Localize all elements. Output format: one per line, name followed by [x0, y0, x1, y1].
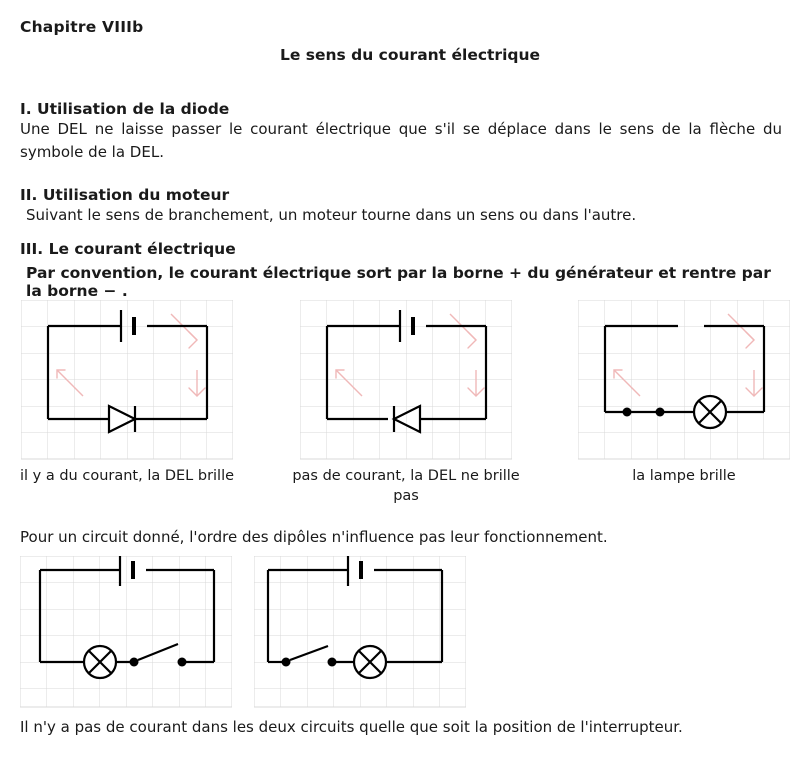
circuit-diagram-switch-open-then-lamp	[254, 556, 466, 708]
figure-caption-3: la lampe brille	[632, 468, 736, 484]
circuit-diagram-lamp-then-switch-open	[20, 556, 232, 708]
page-title: Le sens du courant électrique	[279, 46, 541, 64]
circuit-diagram-led-forward	[21, 300, 233, 460]
section-heading-1: I. Utilisation de la diode	[20, 100, 230, 118]
figure-caption-1: il y a du courant, la DEL brille	[20, 468, 235, 484]
figure-lamp-switch-closed	[578, 300, 790, 507]
figures-row-2	[20, 556, 466, 708]
section-heading-2: II. Utilisation du moteur	[20, 186, 230, 204]
figure-lamp-then-switch	[20, 556, 232, 708]
figures-row-1	[20, 300, 790, 507]
bottom-paragraph: Il n'y a pas de courant dans les deux circuits quelle que soit la position de l'interrupteur.	[20, 718, 683, 736]
middle-paragraph: Pour un circuit donné, l'ordre des dipôles n'influence pas leur fonctionnement.	[20, 528, 608, 546]
section-moteur	[20, 186, 782, 227]
section-diode	[20, 100, 782, 165]
circuit-diagram-lamp-closed	[578, 300, 790, 460]
section-text-1: Une DEL ne laisse passer le courant électrique que s'il se déplace dans le sens de la flèche du symbole de la DEL.	[20, 120, 782, 162]
chapter-label: Chapitre VIIIb	[20, 18, 144, 36]
section-heading-3: III. Le courant électrique	[20, 240, 236, 258]
figure-led-forward	[20, 300, 234, 507]
figure-caption-2: pas de courant, la DEL ne brille pas	[292, 468, 520, 505]
circuit-diagram-led-reverse	[300, 300, 512, 460]
section-text-3: Par convention, le courant électrique sort par la borne + du générateur et rentre par la borne − .	[26, 264, 771, 300]
section-courant	[20, 240, 790, 300]
section-text-2: Suivant le sens de branchement, un moteur tourne dans un sens ou dans l'autre.	[26, 206, 637, 224]
figure-switch-then-lamp	[254, 556, 466, 708]
figure-led-reverse	[281, 300, 531, 507]
